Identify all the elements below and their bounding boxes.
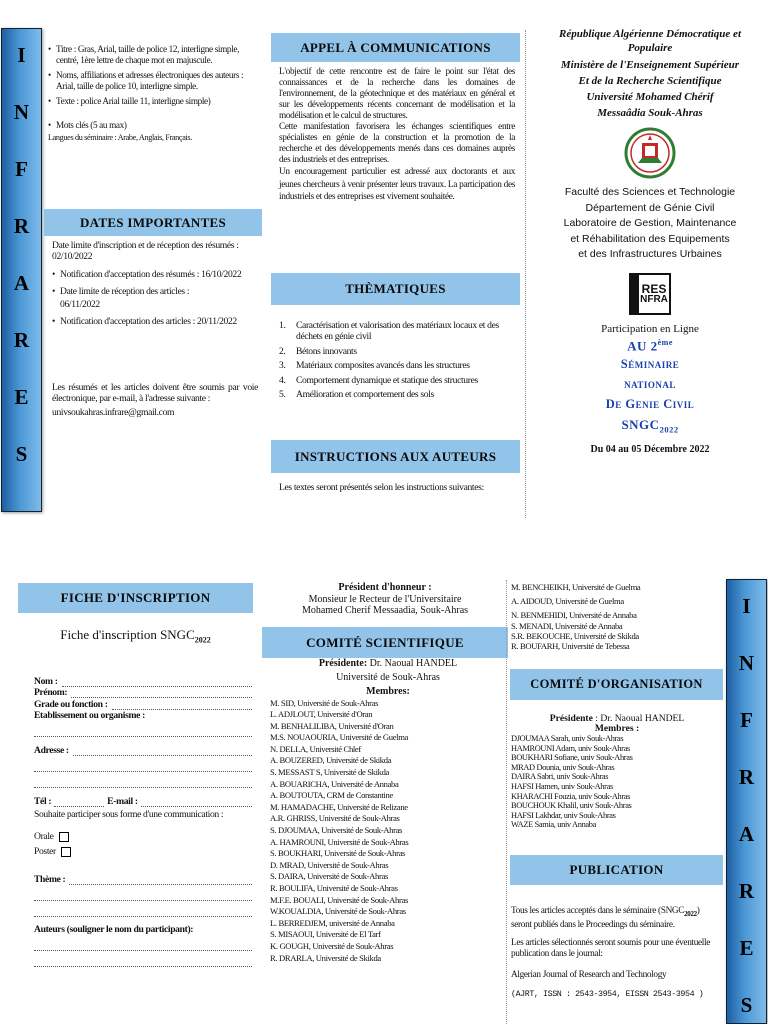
side-bar-left bbox=[1, 28, 42, 512]
members-list bbox=[270, 698, 506, 965]
theme-text: Matériaux composites avancés dans les structures bbox=[296, 360, 470, 372]
committee-president bbox=[270, 658, 506, 670]
list-item: W.KOUALDIA, Université de Souk-Ahras bbox=[270, 906, 406, 917]
list-item: A. HAMROUNI, Université de Souk-Ahras bbox=[270, 836, 409, 847]
list-item: A. AIDOUD, Université de Guelma bbox=[511, 596, 624, 607]
appel-paragraph: Cette manifestation favorisera les échanges scientifiques entre spécialistes en génie de la construction et la promotion de la recherche et des développements menés dans ces domaines auprès des industriels et des entreprises. bbox=[279, 122, 515, 165]
seminar-acronym-text: SNGC bbox=[621, 416, 660, 432]
ministry-line: Ministère de l'Enseignement Supérieur bbox=[560, 59, 740, 71]
list-item: KHARACHI Fouzia, univ Souk-Ahras bbox=[511, 791, 631, 801]
field-label: Etablissement ou organisme : bbox=[34, 710, 145, 722]
side-letter: F bbox=[15, 157, 28, 181]
inscription-form bbox=[34, 676, 252, 967]
appel-paragraph: L'objectif de cette rencontre est de faire le point sur l'état des connaissances et de la recherche dans les domaines de l'environnement, de la géotechnique et des matériaux en général et sur les développements récents concernant de modélisation et la modélisation et le calcul de structures. bbox=[279, 67, 515, 121]
authors-field[interactable] bbox=[34, 940, 252, 951]
seminar-word: Séminaire bbox=[620, 356, 680, 371]
seminar-edition bbox=[535, 338, 765, 354]
publication-text: Tous les articles acceptés dans le séminaire (SNGC bbox=[511, 906, 685, 916]
side-letter: R bbox=[738, 879, 755, 903]
members-continued bbox=[511, 582, 721, 651]
list-item: N. BENMEHIDI, Université de Annaba bbox=[511, 610, 637, 621]
list-item: M. BENCHEIKH, Université de Guelma bbox=[511, 582, 641, 592]
dates-section bbox=[52, 240, 258, 328]
theme-field-line[interactable] bbox=[34, 906, 252, 917]
faculty-line: et Réhabilitation des Equipements bbox=[570, 232, 730, 245]
list-item: R. BOULIFA, Université de Souk-Ahras bbox=[270, 883, 398, 893]
list-item: BOUCHOUK Khalil, univ Souk-Ahras bbox=[511, 801, 632, 811]
form-row-etab bbox=[34, 710, 252, 721]
format-list bbox=[48, 44, 260, 131]
side-letters bbox=[2, 29, 41, 499]
university-logo bbox=[624, 127, 676, 179]
authors-label: Auteurs (souligner le nom du participant): bbox=[34, 924, 194, 936]
list-item: 3. Matériaux composites avancés dans les structures bbox=[279, 360, 470, 372]
appel-paragraph: Un encouragement particulier est adressé aux doctorants et aux jeunes chercheurs à venir présenter leurs travaux. La participation des industriels et des entreprises est vivement souhaitée. bbox=[279, 167, 515, 202]
prenom-field[interactable] bbox=[71, 687, 252, 698]
publication-section bbox=[511, 906, 721, 1000]
inscription-subtitle-text: Fiche d'inscription SNGC bbox=[60, 627, 195, 642]
list-item: 1. Caractérisation et valorisation des matériaux locaux et des déchets en génie civil bbox=[279, 320, 499, 343]
date-deadline-summary: Date limite d'inscription et de réception des résumés : 02/10/2022 bbox=[52, 240, 239, 263]
president-affiliation: Université de Souk-Ahras bbox=[336, 671, 440, 683]
list-item: S. DAIRA, Université de Souk-Ahras bbox=[270, 871, 388, 882]
faculty-line: et des Infrastructures Urbaines bbox=[578, 248, 722, 260]
scientific-committee bbox=[270, 658, 506, 964]
list-item: D. MRAD, Université de Souk-Ahras bbox=[270, 859, 389, 870]
university-name: Messaâdia Souk-Ahras bbox=[597, 107, 703, 119]
field-label: Thème : bbox=[34, 873, 66, 885]
seminar-national: national bbox=[624, 376, 676, 391]
themes-list bbox=[279, 320, 519, 403]
seminar-acronym bbox=[535, 417, 765, 435]
theme-text: Amélioration et comportement des sols bbox=[296, 389, 434, 401]
email-field[interactable] bbox=[141, 796, 252, 807]
list-item: S. MESSAST S, Université de Skikda bbox=[270, 767, 390, 778]
inscription-subtitle bbox=[18, 627, 253, 645]
side-letter: S bbox=[740, 993, 753, 1017]
list-item: 4. Comportement dynamique et statique des structures bbox=[279, 374, 478, 386]
list-item: M.S. NOUAOURIA, Université de Guelma bbox=[270, 732, 409, 743]
option-label: Poster bbox=[34, 846, 56, 858]
side-letter: E bbox=[14, 385, 29, 409]
university-name: Université Mohamed Chérif bbox=[586, 91, 714, 103]
theme-text: Comportement dynamique et statique des structures bbox=[296, 374, 478, 386]
president-label: Présidente: bbox=[318, 658, 368, 669]
list-item: • Noms, affiliations et adresses électroniques des auteurs : Arial, taille de police 10, interligne simple. bbox=[48, 70, 260, 92]
authors-field[interactable] bbox=[34, 956, 252, 967]
list-item: HAFSI Hamen, univ Souk-Ahras bbox=[511, 781, 613, 791]
list-item: R. DRARLA, Université de Skikda bbox=[270, 952, 381, 963]
honor-line: Monsieur le Recteur de l'Universitaire bbox=[308, 593, 462, 605]
publication-year: 2022 bbox=[684, 909, 697, 918]
org-president-label: Présidente bbox=[549, 713, 593, 724]
dates-list bbox=[52, 268, 258, 328]
form-row-theme bbox=[34, 874, 252, 885]
logo-text: NFRA bbox=[640, 293, 668, 305]
journal-issn: (AJRT, ISSN : 2543-3954, EISSN 2543-3954 ) bbox=[511, 989, 704, 999]
submission-text: Les résumés et les articles doivent être soumis par voie électronique, par e-mail, à l'adresse suivante : bbox=[52, 382, 258, 405]
field-label: Grade ou fonction : bbox=[34, 698, 108, 710]
adresse-field-line[interactable] bbox=[34, 777, 252, 788]
publication-header: PUBLICATION bbox=[510, 855, 723, 885]
side-letter: N bbox=[738, 651, 755, 675]
list-item: WAZE Samia, univ Annaba bbox=[511, 820, 596, 830]
list-item: K. GOUGH, Université de Souk-Ahras bbox=[270, 940, 394, 951]
poster-checkbox[interactable] bbox=[61, 847, 71, 857]
faculty-line: Laboratoire de Gestion, Maintenance bbox=[563, 217, 737, 229]
column-divider bbox=[525, 30, 526, 518]
form-row-grade bbox=[34, 699, 252, 710]
dates-header: DATES IMPORTANTES bbox=[44, 209, 262, 236]
organising-committee-header: COMITÉ D'ORGANISATION bbox=[510, 669, 723, 700]
side-letters bbox=[727, 580, 766, 1024]
column-divider bbox=[506, 580, 507, 1024]
instructions-text: Les textes seront présentés selon les instructions suivantes: bbox=[279, 482, 484, 493]
form-row-contact bbox=[34, 796, 252, 807]
tel-field[interactable] bbox=[54, 796, 104, 807]
side-letter: A bbox=[13, 271, 30, 295]
logo-text: RES bbox=[641, 281, 667, 296]
appel-header: APPEL À COMMUNICATIONS bbox=[271, 33, 520, 62]
republic-name: République Algérienne Démocratique et Populaire bbox=[559, 28, 741, 54]
side-letter: I bbox=[17, 43, 26, 67]
participation-mode: Participation en Ligne bbox=[601, 322, 699, 335]
side-letter: I bbox=[742, 594, 751, 618]
side-letter: R bbox=[13, 328, 30, 352]
side-letter: R bbox=[13, 214, 30, 238]
infrares-logo bbox=[629, 273, 671, 315]
side-letter: R bbox=[738, 765, 755, 789]
faculty-line: Faculté des Sciences et Technologie bbox=[564, 186, 736, 198]
side-letter: A bbox=[738, 822, 755, 846]
side-letter: F bbox=[740, 708, 753, 732]
list-item: A. BOUTOUTA, CRM de Constantine bbox=[270, 790, 393, 801]
list-item: S. MENADI, Université de Annaba bbox=[511, 620, 623, 631]
faculty-info bbox=[535, 185, 765, 263]
publication-text: ) seront publiés dans le Proceedings du séminaire. bbox=[511, 906, 700, 931]
form-row-nom bbox=[34, 676, 252, 687]
list-item: A.R. GHRISS, Université de Souk-Ahras bbox=[270, 813, 400, 824]
publication-paragraph: Les articles sélectionnés seront soumis pour une éventuelle publication dans le journal: bbox=[511, 938, 711, 960]
seminar-acronym-year: 2022 bbox=[659, 424, 679, 435]
list-item: M. BENHALILIBA, Université d'Oran bbox=[270, 720, 394, 731]
list-item: 2. Bétons innovants bbox=[279, 345, 357, 357]
field-label: E-mail : bbox=[107, 796, 138, 808]
nom-field[interactable] bbox=[62, 676, 252, 687]
members-label: Membres: bbox=[366, 685, 410, 697]
list-item: S. DJOUMAA, Université de Souk-Ahras bbox=[270, 825, 403, 836]
appel-section bbox=[279, 67, 515, 204]
honor-president bbox=[262, 582, 508, 617]
list-item: S. BOUKHARI, Université de Souk-Ahras bbox=[270, 848, 406, 859]
list-item: A. BOUZERED, Université de Skikda bbox=[270, 755, 392, 766]
side-letter: N bbox=[13, 100, 30, 124]
etab-field[interactable] bbox=[34, 726, 252, 737]
themes-header: THÈMATIQUES bbox=[271, 273, 520, 305]
panel-instructions bbox=[48, 44, 260, 143]
contact-email: univsoukahras.infrare@gmail.com bbox=[52, 406, 175, 418]
side-bar-right bbox=[726, 579, 767, 1024]
theme-text: Bétons innovants bbox=[296, 345, 357, 357]
honor-title: Président d'honneur : bbox=[338, 582, 432, 593]
list-item: S.R. BEKOUCHE, Université de Skikda bbox=[511, 630, 639, 641]
list-item: • Mots clés (5 au max) bbox=[48, 120, 260, 131]
instructions-header: INSTRUCTIONS AUX AUTEURS bbox=[271, 440, 520, 473]
seminar-field: De Genie Civil bbox=[605, 396, 695, 411]
president-name: Dr. Naoual HANDEL bbox=[369, 658, 458, 669]
list-item: HAMROUNI Adam, univ Souk-Ahras bbox=[511, 743, 630, 753]
theme-field-line[interactable] bbox=[34, 890, 252, 901]
ministry-line: Et de la Recherche Scientifique bbox=[578, 75, 722, 87]
list-item: • Date limite de réception des articles : 06/11/2022 bbox=[52, 285, 258, 311]
list-item: M. SID, Université de Souk-Ahras bbox=[270, 697, 379, 708]
orale-checkbox[interactable] bbox=[59, 832, 69, 842]
org-members-list bbox=[511, 734, 723, 830]
list-item: L. ADJLOUT, Université d'Oran bbox=[270, 709, 373, 720]
seminar-date: Du 04 au 05 Décembre 2022 bbox=[590, 444, 710, 456]
option-orale bbox=[34, 831, 252, 842]
list-item: DJOUMAA Sarah, univ Souk-Ahras bbox=[511, 734, 624, 743]
participation-question: Souhaite participer sous forme d'une communication : bbox=[34, 809, 224, 821]
list-item: S. MISAOUI, Université de El Tarf bbox=[270, 929, 381, 940]
journal-name: Algerian Journal of Research and Technology bbox=[511, 969, 667, 980]
list-item: M.F.E. BOUALI, Université de Souk-Ahras bbox=[270, 894, 408, 905]
theme-text: Caractérisation et valorisation des matériaux locaux et des déchets en génie civil bbox=[296, 320, 499, 343]
org-members-label: Membres : bbox=[594, 723, 640, 734]
side-letter: S bbox=[15, 442, 28, 466]
list-item: • Notification d'acceptation des articles : 20/11/2022 bbox=[52, 315, 258, 328]
theme-field[interactable] bbox=[69, 874, 252, 885]
field-label: Nom : bbox=[34, 676, 58, 687]
languages: Langues du séminaire : Arabe, Anglais, Français. bbox=[48, 133, 192, 142]
form-row-prenom bbox=[34, 687, 252, 698]
list-item: • Notification d'acceptation des résumés : 16/10/2022 bbox=[52, 268, 258, 281]
adresse-field-line[interactable] bbox=[34, 761, 252, 772]
list-item: MRAD Dounia, univ Souk-Ahras bbox=[511, 762, 615, 772]
cover-panel bbox=[535, 28, 765, 455]
organising-committee bbox=[511, 713, 723, 830]
option-poster bbox=[34, 846, 252, 857]
list-item: R. BOUFARH, Université de Tebessa bbox=[511, 641, 630, 652]
option-label: Orale bbox=[34, 830, 54, 842]
list-item: • Titre : Gras, Arial, taille de police 12, interligne simple, centré, 1ère lettre de chaque mot en majuscule. bbox=[48, 44, 260, 66]
list-item: L. BERREDJEM, université de Annaba bbox=[270, 917, 395, 928]
submission-info bbox=[52, 382, 258, 418]
list-item: • Texte : police Arial taille 11, interligne simple) bbox=[48, 96, 260, 107]
faculty-line: Département de Génie Civil bbox=[585, 201, 715, 214]
seminar-edition-text: AU 2 bbox=[627, 337, 658, 353]
list-item: M. HAMADACHE, Université de Relizane bbox=[270, 801, 408, 812]
list-item: N. DELLA, Université Chlef bbox=[270, 743, 361, 754]
inscription-subtitle-year: 2022 bbox=[194, 635, 211, 645]
adresse-field[interactable] bbox=[73, 745, 252, 756]
form-row-adresse bbox=[34, 745, 252, 756]
list-item: HAFSI Lakhdar, univ Souk-Ahras bbox=[511, 810, 616, 820]
seminar-edition-sup: ème bbox=[657, 337, 673, 347]
publication-paragraph bbox=[511, 906, 721, 931]
list-item: A. BOUARICHA, Université de Annaba bbox=[270, 778, 399, 789]
inscription-header: FICHE D'INSCRIPTION bbox=[18, 583, 253, 613]
field-label: Prénom: bbox=[34, 687, 68, 699]
field-label: Adresse : bbox=[34, 744, 69, 756]
honor-line: Mohamed Cherif Messaadia, Souk-Ahras bbox=[301, 605, 469, 616]
field-label: Tél : bbox=[34, 796, 52, 808]
list-item: 5. Amélioration et comportement des sols bbox=[279, 389, 434, 401]
org-president-name: : Dr. Naoual HANDEL bbox=[595, 713, 685, 724]
grade-field[interactable] bbox=[112, 699, 252, 710]
side-letter: E bbox=[739, 936, 754, 960]
list-item: BOUKHARI Sofiane, univ Souk-Ahras bbox=[511, 753, 633, 763]
list-item: DAIRA Sabri, univ Souk-Ahras bbox=[511, 772, 609, 782]
scientific-committee-header: COMITÉ SCIENTIFIQUE bbox=[262, 627, 508, 658]
